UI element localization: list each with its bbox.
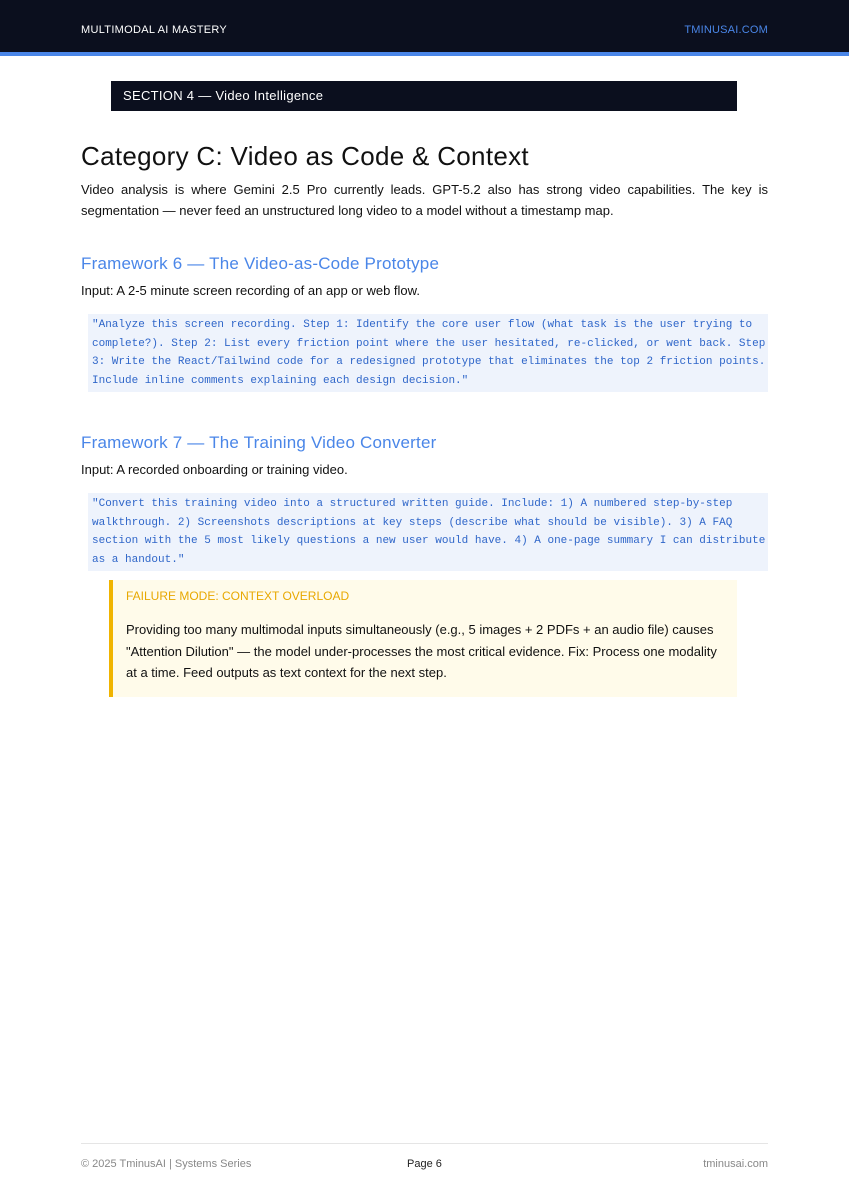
callout-body: Providing too many multimodal inputs simultaneously (e.g., 5 images + 2 PDFs + an audio file) causes "Attention Dilution" — the model under-processes the most critical evidence. Fix: Process one modality at a time. Feed outputs as text context for the next step. [126, 622, 717, 680]
footer-divider [81, 1143, 768, 1144]
page-number: Page 6 [407, 1158, 442, 1170]
framework-7-input: Input: A recorded onboarding or training video. [81, 462, 348, 477]
framework-6-input: Input: A 2-5 minute screen recording of an app or web flow. [81, 283, 420, 298]
framework-7-title: Framework 7 — The Training Video Converter [81, 433, 437, 452]
failure-mode-callout [109, 580, 737, 697]
top-bar-accent [0, 52, 849, 56]
footer-site-link[interactable]: tminusai.com [703, 1158, 768, 1170]
brand-title: MULTIMODAL AI MASTERY [81, 24, 228, 36]
footer-copyright: © 2025 TminusAI | Systems Series [81, 1158, 252, 1170]
category-intro: Video analysis is where Gemini 2.5 Pro currently leads. GPT-5.2 also has strong video capabilities. The key is segmentation — never feed an unstructured long video to a model without a timestamp map. [81, 182, 768, 218]
framework-7-prompt: "Convert this training video into a structured written guide. Include: 1) A numbered step-by-step walkthrough. 2) Screenshots descriptions at key steps (describe what should be visible). 3) A FAQ section with the 5 most likely questions a new user would have. 4) A one-page summary I can distribute as a handout." [88, 493, 768, 571]
category-title: Category C: Video as Code & Context [81, 141, 529, 171]
framework-6-prompt: "Analyze this screen recording. Step 1: Identify the core user flow (what task is the user trying to complete?). Step 2: List every friction point where the user hesitated, re-clicked, or went back. Step 3: Write the React/Tailwind code for a redesigned prototype that eliminates the top 2 friction points. Include inline comments explaining each design decision." [88, 314, 768, 392]
framework-6-title: Framework 6 — The Video-as-Code Prototype [81, 254, 440, 273]
section-banner: SECTION 4 — Video Intelligence [111, 81, 737, 111]
site-link[interactable]: TMINUSAI.COM [684, 24, 768, 36]
callout-title: FAILURE MODE: CONTEXT OVERLOAD [126, 589, 350, 603]
